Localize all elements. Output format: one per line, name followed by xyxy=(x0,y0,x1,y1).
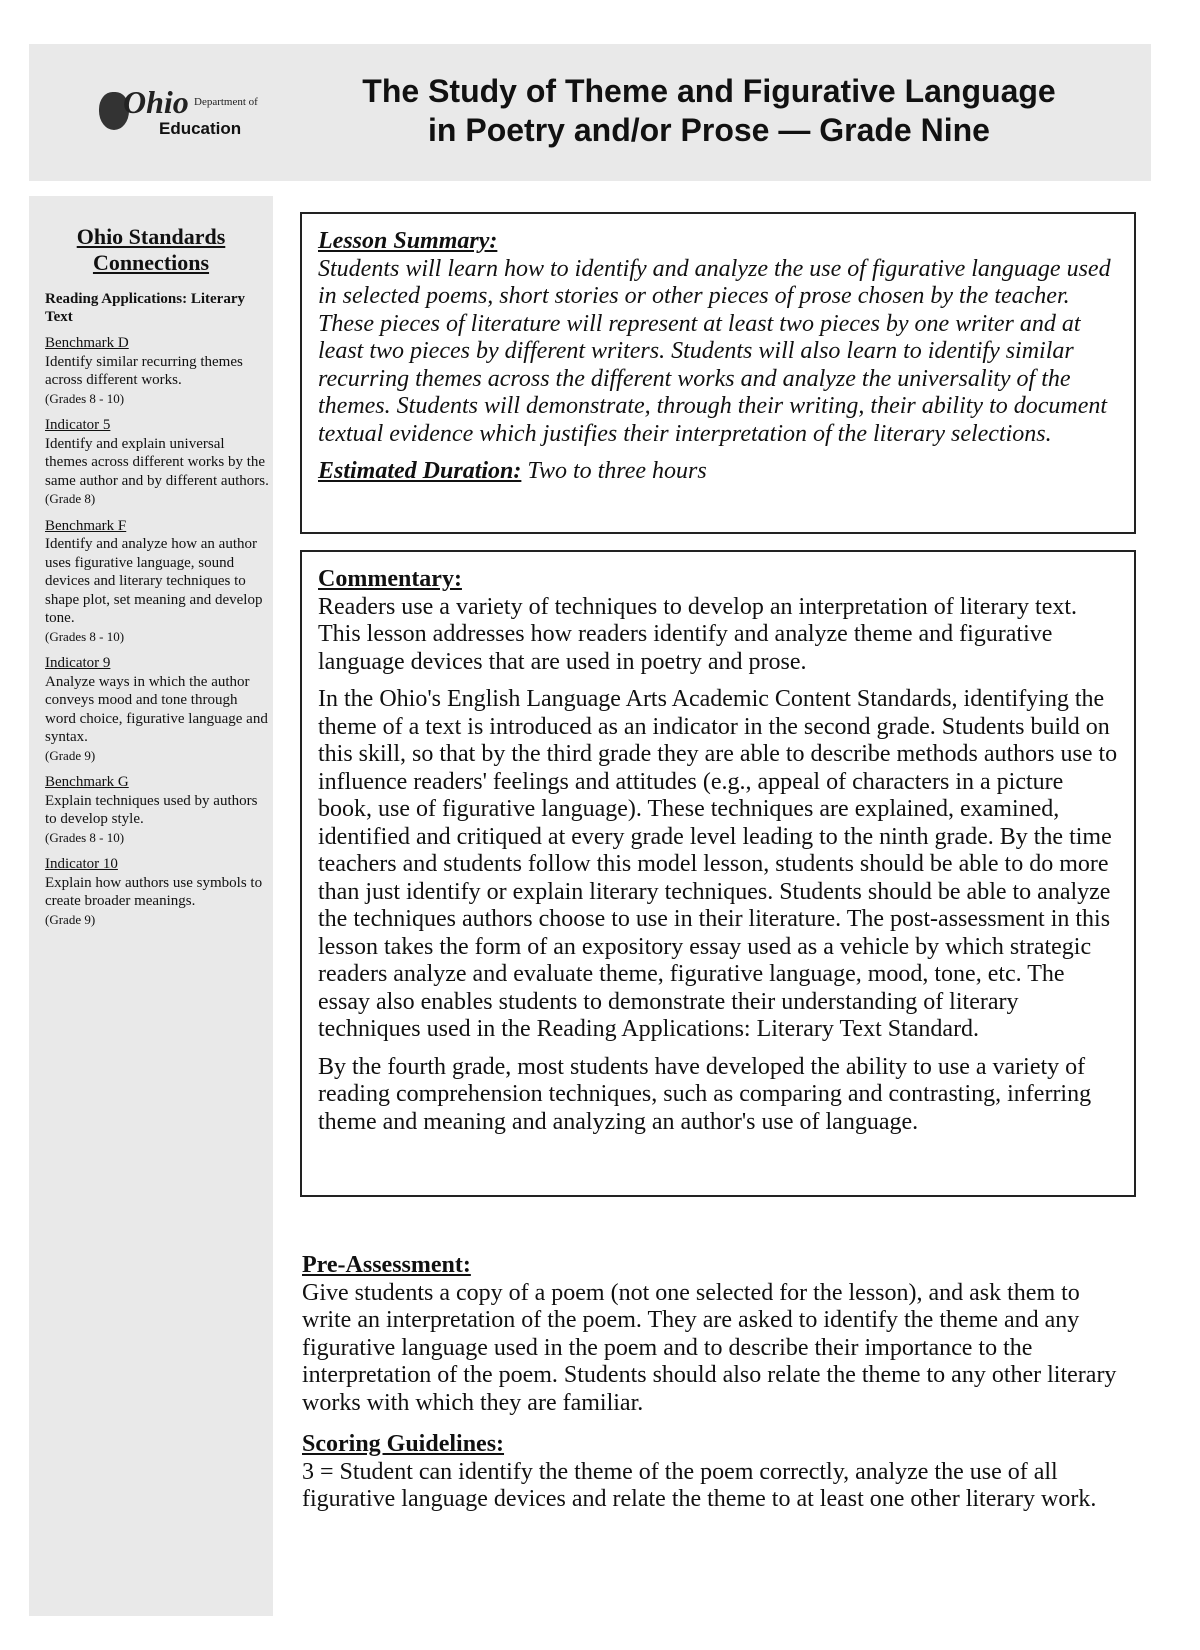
standard-grade: (Grades 8 - 10) xyxy=(45,829,125,845)
commentary-heading: Commentary: xyxy=(318,566,462,592)
page-header xyxy=(29,44,1151,181)
standard-text: Identify and explain universal themes across different works by the same author and by different authors. xyxy=(45,435,269,489)
ohio-education-logo xyxy=(89,84,259,144)
lesson-summary-box xyxy=(300,212,1136,534)
standard-item xyxy=(45,773,269,847)
assessment-section xyxy=(302,1252,1132,1514)
standard-item xyxy=(45,416,269,509)
standard-text: Identify and analyze how an author uses figurative language, sound devices and literary techniques to shape plot, set meaning and develop tone. xyxy=(45,536,263,626)
standard-item xyxy=(45,855,269,929)
standard-item xyxy=(45,654,269,765)
standard-grade: (Grades 8 - 10) xyxy=(45,390,125,406)
logo-brand: Ohio xyxy=(123,84,189,120)
standard-item xyxy=(45,517,269,647)
standard-text: Explain techniques used by authors to develop style. xyxy=(45,792,258,827)
pre-assessment-heading: Pre-Assessment: xyxy=(302,1252,471,1278)
title-line-2: in Poetry and/or Prose — Grade Nine xyxy=(428,112,990,148)
standard-label: Benchmark D xyxy=(45,335,129,351)
standard-grade: (Grade 9) xyxy=(45,747,96,763)
sidebar-title xyxy=(29,224,273,276)
sidebar-title-line-2: Connections xyxy=(92,250,210,275)
duration-value: Two to three hours xyxy=(527,458,707,484)
standard-grade: (Grade 9) xyxy=(45,911,96,927)
standard-text: Explain how authors use symbols to create broader meanings. xyxy=(45,874,263,909)
standard-label: Indicator 10 xyxy=(45,856,118,872)
logo-department: Department of xyxy=(194,96,258,108)
standard-text: Identify similar recurring themes across different works. xyxy=(45,353,243,388)
standard-label: Indicator 9 xyxy=(45,655,111,671)
scoring-text: 3 = Student can identify the theme of the poem correctly, analyze the use of all figurative language devices and relate the theme to at least one other literary work. xyxy=(302,1458,1097,1512)
standard-label: Indicator 5 xyxy=(45,417,111,433)
pre-assessment-text: Give students a copy of a poem (not one selected for the lesson), and ask them to write an interpretation of the poem. They are asked to identify the theme and any figurative language used in the poem and to describe their importance to the interpretation of the poem. Students should also relate the theme to any other literary works with which they are familiar. xyxy=(302,1279,1117,1416)
scoring-heading: Scoring Guidelines: xyxy=(302,1431,505,1457)
standard-text: Analyze ways in which the author conveys mood and tone through word choice, figurative language and syntax. xyxy=(45,673,268,745)
duration-label: Estimated Duration: xyxy=(318,458,522,484)
standard-label: Benchmark G xyxy=(45,774,129,790)
commentary-paragraph: Readers use a variety of techniques to develop an interpretation of literary text. This lesson addresses how readers identify and analyze theme and figurative language devices that are used in poetry and prose. xyxy=(318,593,1078,675)
standard-grade: (Grade 8) xyxy=(45,491,96,506)
logo-name: Education xyxy=(159,119,242,138)
standard-label: Benchmark F xyxy=(45,517,127,534)
standards-sidebar xyxy=(29,196,273,1616)
lesson-summary-heading: Lesson Summary: xyxy=(318,228,498,254)
standard-item xyxy=(45,334,269,408)
commentary-paragraph: In the Ohio's English Language Arts Academic Content Standards, identifying the theme of a text is introduced as an indicator in the second grade. Students build on this skill, so that by the third grade they are able to describe methods authors use to influence readers' feelings and attitudes (e.g., appeal of characters in a picture book, use of figurative language). These techniques are explained, examined, identified and critiqued at every grade level leading to the ninth grade. By the time teachers and students follow this model lesson, students should be able to do more than just identify or explain literary techniques. Students should be able to analyze the techniques authors choose to use in their literature. The post-assessment in this lesson takes the form of an expository essay used as a vehicle by which strategic readers analyze and evaluate theme, figurative language, mood, tone, etc. The essay also enables students to demonstrate their understanding of literary techniques used in the Reading Applications: Literary Text Standard. xyxy=(318,686,1118,1042)
page-title xyxy=(299,72,1119,150)
standard-grade: (Grades 8 - 10) xyxy=(45,628,125,644)
title-line-1: The Study of Theme and Figurative Language xyxy=(362,73,1056,109)
lesson-summary-text: Students will learn how to identify and analyze the use of figurative language used in selected poems, short stories or other pieces of prose chosen by the teacher. These pieces of literature will represent at least two pieces by one writer and at least two pieces by different writers. Students will also learn to identify similar recurring themes across the different works and analyze the universality of the themes. Students will demonstrate, through their writing, their ability to document textual evidence which justifies their interpretation of the literary selections. xyxy=(318,255,1111,447)
commentary-box xyxy=(300,550,1136,1197)
sidebar-title-line-1: Ohio Standards xyxy=(76,224,226,249)
commentary-paragraph: By the fourth grade, most students have developed the ability to use a variety of reading comprehension techniques, such as comparing and contrasting, inferring theme and meaning and analyzing an author's use of language. xyxy=(318,1053,1092,1135)
sidebar-section-heading: Reading Applications: Literary Text xyxy=(45,291,246,325)
